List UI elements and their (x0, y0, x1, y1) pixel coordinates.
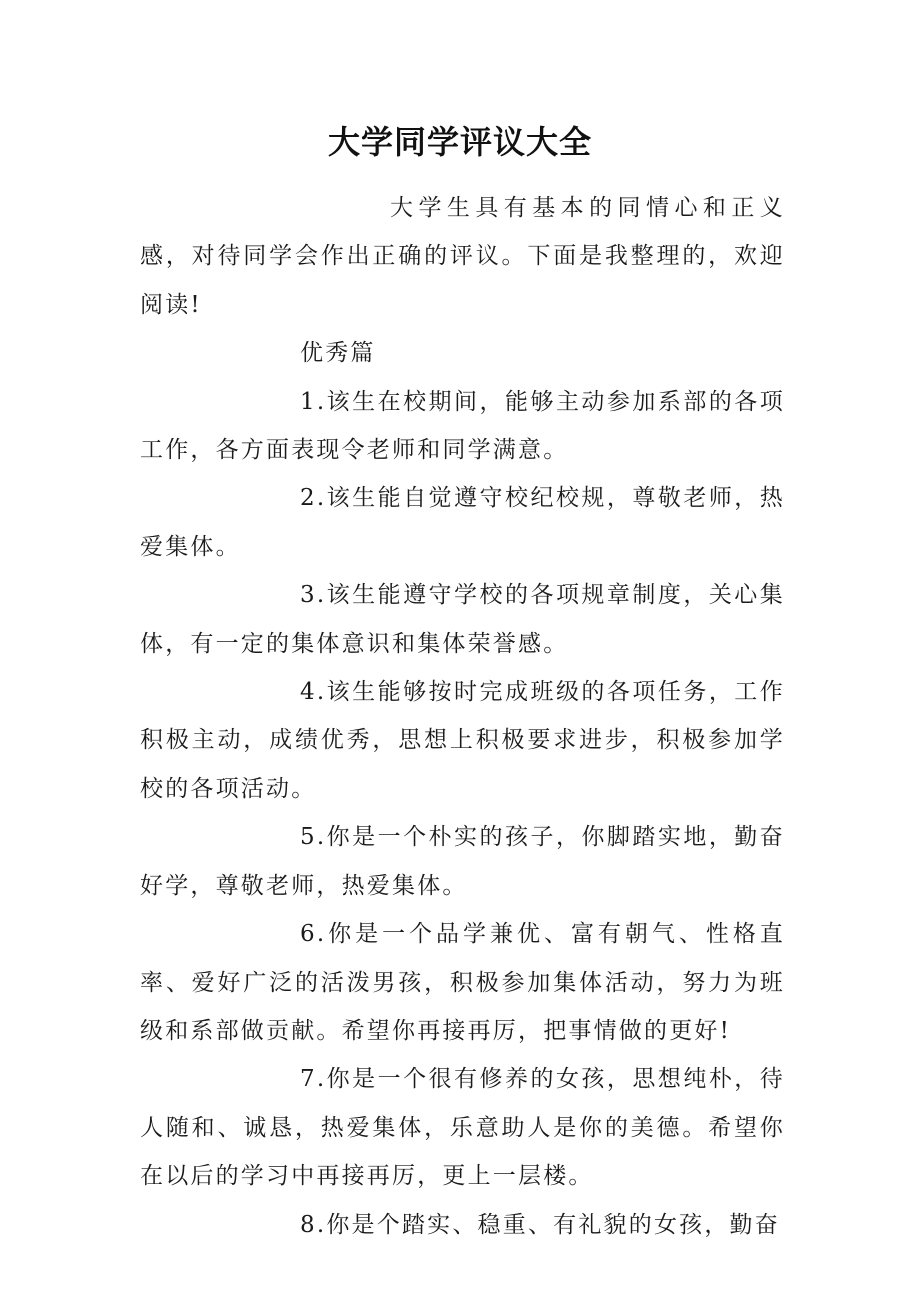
list-item: 4.该生能够按时完成班级的各项任务，工作积极主动，成绩优秀，思想上积极要求进步，积极参加学校的各项活动。 (140, 679, 785, 802)
intro-paragraph: 大学生具有基本的同情心和正义感，对待同学会作出正确的评议。下面是我整理的，欢迎阅读! (140, 195, 785, 318)
list-item: 3.该生能遵守学校的各项规章制度，关心集体，有一定的集体意识和集体荣誉感。 (140, 582, 785, 657)
list-item: 8.你是个踏实、稳重、有礼貌的女孩，勤奋 (300, 1211, 780, 1238)
list-item: 6.你是一个品学兼优、富有朝气、性格直率、爱好广泛的活泼男孩，积极参加集体活动，努力为班级和系部做贡献。希望你再接再厉，把事情做的更好! (140, 921, 785, 1044)
document-body (140, 184, 785, 1249)
list-item: 5.你是一个朴实的孩子，你脚踏实地，勤奋好学，尊敬老师，热爱集体。 (140, 824, 785, 899)
section-heading: 优秀篇 (300, 340, 376, 367)
list-item: 7.你是一个很有修养的女孩，思想纯朴，待人随和、诚恳，热爱集体，乐意助人是你的美德。希望你在以后的学习中再接再厉，更上一层楼。 (140, 1066, 785, 1190)
list-item: 1.该生在校期间，能够主动参加系部的各项工作，各方面表现令老师和同学满意。 (140, 388, 785, 464)
list-item: 2.该生能自觉遵守校纪校规，尊敬老师，热爱集体。 (140, 485, 785, 560)
document-title: 大学同学评议大全 (327, 123, 592, 161)
